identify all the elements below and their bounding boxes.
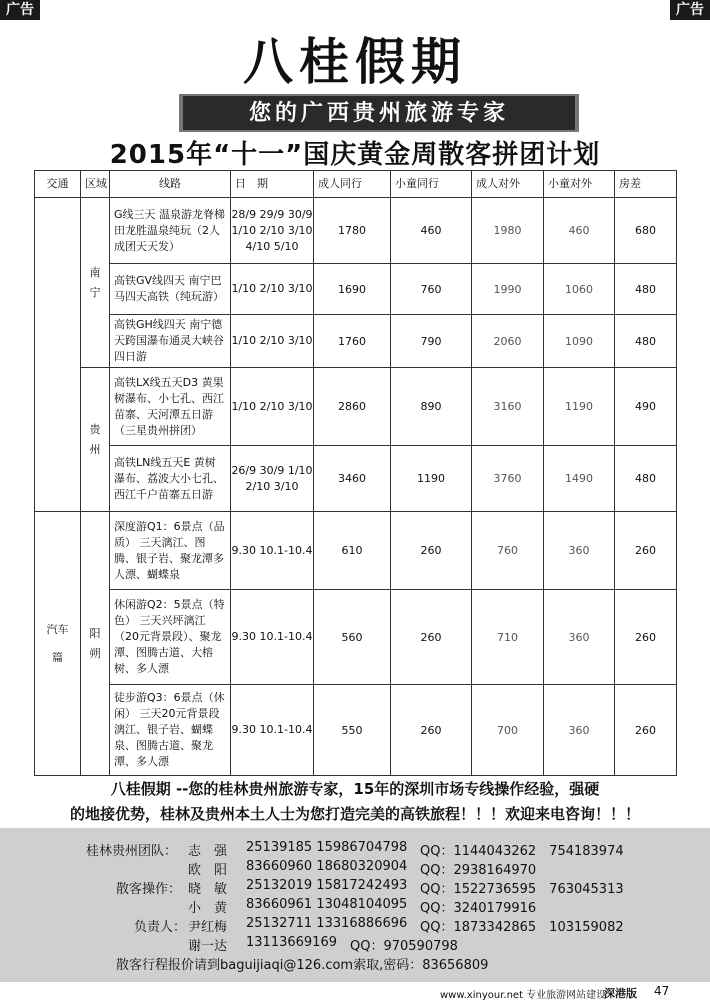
room-diff-cell: 480 [615,264,677,315]
page-footer [0,984,710,1000]
contact-name: 晓 敏 [188,882,228,897]
page-number: 47 [654,984,670,998]
child-external-cell: 460 [544,198,615,264]
header-route: 线路 [110,171,231,198]
child-peer-cell: 460 [391,198,472,264]
adult-peer-cell: 560 [314,590,391,685]
contact-phones: 83660961 13048104095 [246,897,408,912]
header-child-peer: 小童同行 [391,171,472,198]
contact-qq: QQ：3240179916 [420,901,537,916]
contact-qq: QQ：1144043262 754183974 [420,844,624,859]
child-external-cell: 1090 [544,315,615,368]
table-row [35,446,677,512]
adult-peer-cell: 3460 [314,446,391,512]
traffic-cell-bus [35,512,81,776]
header-room-diff: 房差 [615,171,677,198]
email-line: 散客行程报价请到baguijiaqi@126.com索取,密码：83656809 [116,958,489,973]
child-peer-cell: 790 [391,315,472,368]
room-diff-cell: 680 [615,198,677,264]
child-external-cell: 1060 [544,264,615,315]
contact-role: 散客操作： [116,882,182,897]
date-cell: 28/9 29/9 30/9 1/10 2/10 3/10 4/10 5/10 [231,198,314,264]
region-label: 南宁 [89,265,101,299]
date-cell: 26/9 30/9 1/10 2/10 3/10 [231,446,314,512]
site-credit: www.xinyour.net 专业旅游网站建设 [440,990,607,1001]
route-cell: G线三天 温泉游龙脊梯田龙胜温泉纯玩（2人成团天天发） [110,198,231,264]
promo-line-1: 八桂假期 --您的桂林贵州旅游专家，15年的深圳市场专线操作经验，强硬 [110,780,600,798]
route-cell: 高铁LX线五天D3 黄果树瀑布、小七孔、西江苗寨、天河潭五日游（三星贵州拼团） [110,368,231,446]
region-cell [81,368,110,512]
header-traffic: 交通 [35,171,81,198]
room-diff-cell: 260 [615,685,677,776]
contact-qq: QQ：970590798 [350,939,458,954]
route-cell: 深度游Q1：6景点（品质） 三天漓江、图腾、银子岩、聚龙潭多人漂、蝴蝶泉 [110,512,231,590]
table-row [35,590,677,685]
child-peer-cell: 260 [391,590,472,685]
contact-role: 桂林贵州团队： [86,844,178,859]
adult-external-cell: 3160 [472,368,544,446]
date-cell: 1/10 2/10 3/10 [231,368,314,446]
table-header-row [35,171,677,198]
page-headline: 2015年“十一”国庆黄金周散客拼团计划 [109,140,601,170]
contact-name: 谢一达 [188,939,228,954]
route-cell: 高铁GH线四天 南宁德天跨国瀑布通灵大峡谷四日游 [110,315,231,368]
contact-phones: 25132711 13316886696 [246,916,408,931]
contact-qq: QQ：1522736595 763045313 [420,882,624,897]
adult-peer-cell: 550 [314,685,391,776]
adult-external-cell: 3760 [472,446,544,512]
region-cell [81,512,110,776]
adult-external-cell: 1990 [472,264,544,315]
adult-external-cell: 700 [472,685,544,776]
adult-peer-cell: 1780 [314,198,391,264]
route-cell: 高铁GV线四天 南宁巴马四天高铁（纯玩游） [110,264,231,315]
contact-panel [0,828,710,982]
route-cell: 休闲游Q2：5景点（特色） 三天兴坪漓江（20元背景段）、聚龙潭、图腾古道、大榕树、多人漂 [110,590,231,685]
region-label: 贵州 [89,422,101,456]
adult-peer-cell: 1690 [314,264,391,315]
route-cell: 徒步游Q3：6景点（休闲） 三天20元背景段漓江、银子岩、蝴蝶泉、图腾古道、聚龙潭、多人漂 [110,685,231,776]
room-diff-cell: 480 [615,315,677,368]
child-peer-cell: 260 [391,685,472,776]
child-peer-cell: 1190 [391,446,472,512]
header-region: 区域 [81,171,110,198]
table-row [35,368,677,446]
room-diff-cell: 490 [615,368,677,446]
adult-peer-cell: 2860 [314,368,391,446]
adult-external-cell: 1980 [472,198,544,264]
contact-qq: QQ：2938164970 [420,863,537,878]
ad-tag-left: 广告 [0,0,40,20]
child-external-cell: 360 [544,685,615,776]
child-external-cell: 360 [544,512,615,590]
tour-plan-table [34,170,677,776]
contact-phones: 83660960 18680320904 [246,859,408,874]
room-diff-cell: 480 [615,446,677,512]
table-row [35,315,677,368]
contact-name: 志 强 [188,844,228,859]
child-external-cell: 1490 [544,446,615,512]
date-cell: 1/10 2/10 3/10 [231,315,314,368]
contact-phones: 25132019 15817242493 [246,878,408,893]
child-peer-cell: 890 [391,368,472,446]
header-adult-peer: 成人同行 [314,171,391,198]
region-label: 阳朔 [89,626,101,660]
traffic-cell-rail [35,198,81,512]
child-external-cell: 360 [544,590,615,685]
contact-qq: QQ：1873342865 103159082 [420,920,624,935]
table-row [35,198,677,264]
brand-title: 八桂假期 [243,32,467,91]
child-peer-cell: 760 [391,264,472,315]
adult-external-cell: 2060 [472,315,544,368]
adult-external-cell: 760 [472,512,544,590]
route-cell: 高铁LN线五天E 黄树瀑布、荔波大小七孔、西江千户苗寨五日游 [110,446,231,512]
table-row [35,512,677,590]
room-diff-cell: 260 [615,590,677,685]
region-cell [81,198,110,368]
date-cell: 9.30 10.1-10.4 [231,685,314,776]
contact-name: 小 黄 [188,901,228,916]
header-date: 日 期 [231,171,314,198]
table-row [35,264,677,315]
contact-role: 负责人： [134,920,187,935]
room-diff-cell: 260 [615,512,677,590]
adult-peer-cell: 1760 [314,315,391,368]
date-cell: 9.30 10.1-10.4 [231,590,314,685]
traffic-label: 汽车篇 [46,622,69,664]
child-peer-cell: 260 [391,512,472,590]
contact-phones: 13113669169 [246,935,337,950]
adult-peer-cell: 610 [314,512,391,590]
child-external-cell: 1190 [544,368,615,446]
ad-tag-right: 广告 [670,0,710,20]
edition-label: 深港版 [604,987,637,1000]
date-cell: 9.30 10.1-10.4 [231,512,314,590]
contact-name: 尹红梅 [188,920,228,935]
date-cell: 1/10 2/10 3/10 [231,264,314,315]
contact-phones: 25139185 15986704798 [246,840,408,855]
adult-external-cell: 710 [472,590,544,685]
contact-name: 欧 阳 [188,863,228,878]
promo-line-2: 的地接优势，桂林及贵州本土人士为您打造完美的高铁旅程！！！欢迎来电咨询！！！ [69,805,640,823]
slogan-banner: 您的广西贵州旅游专家 [183,96,575,130]
header-adult-external: 成人对外 [472,171,544,198]
header-child-external: 小童对外 [544,171,615,198]
table-row [35,685,677,776]
